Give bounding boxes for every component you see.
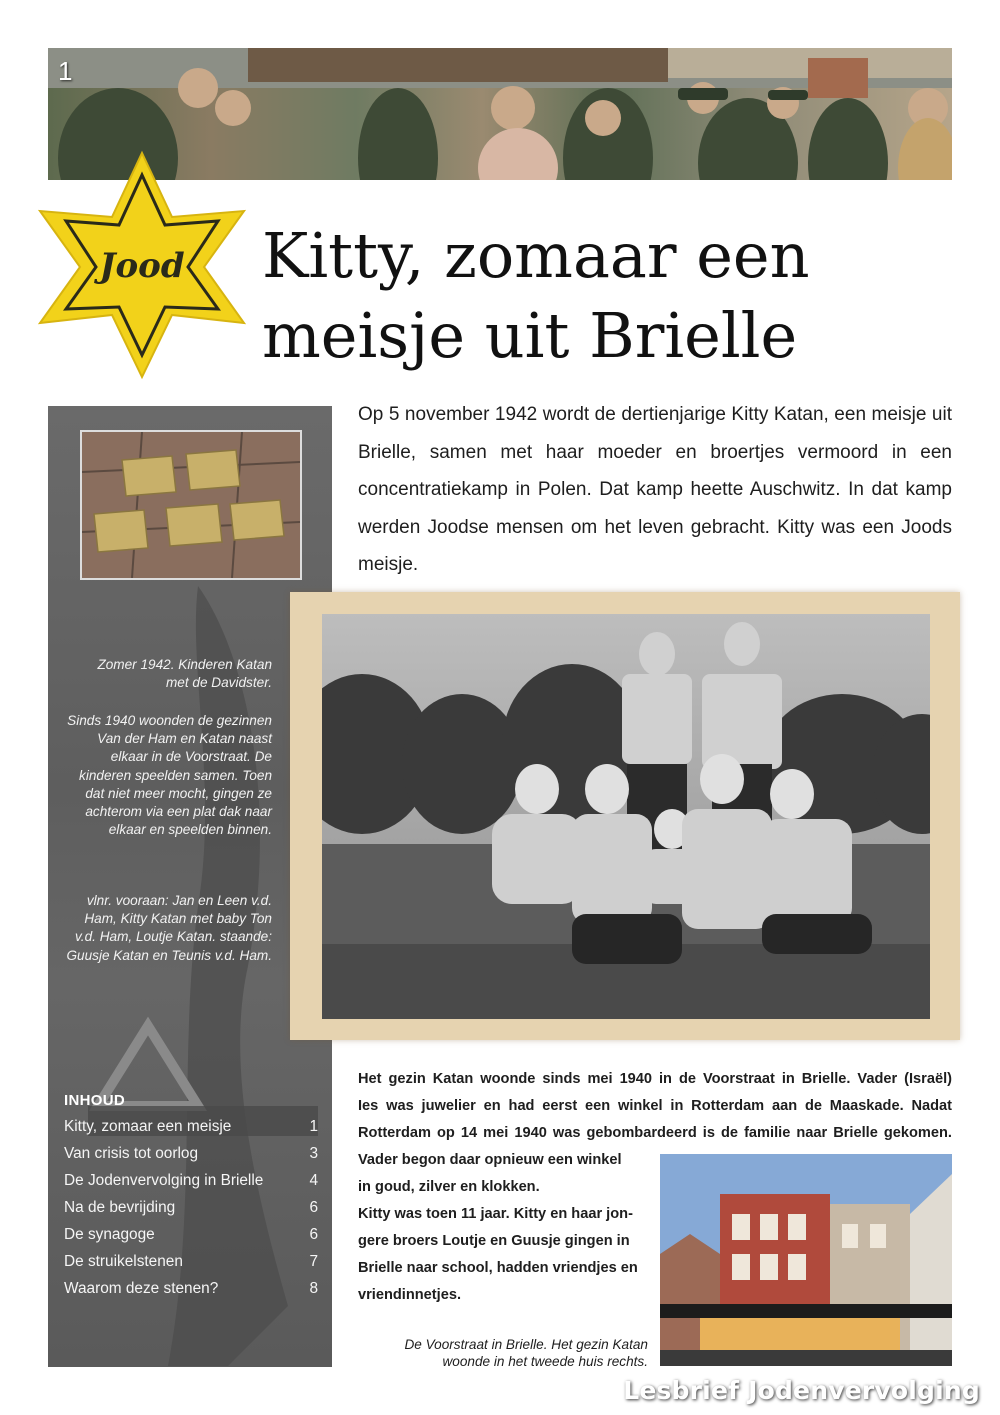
page-title [262, 216, 962, 376]
history-caption: Sinds 1940 woonden de gezinnen Van der Ham en Katan naast elkaar in de Voorstraat. De kinderen speelden samen. Toen dat niet meer mocht, gingen ze achterom via een plat dak naar elkaar en speelden binnen. [67, 713, 272, 838]
body-line: Brielle naar school, hadden vriendjes en [358, 1260, 638, 1276]
banner-title: Lesbrief Jodenvervolging [623, 1376, 980, 1405]
body-line: in goud, zilver en klokken. [358, 1179, 540, 1195]
toc-item-label: De Jodenvervolging in Brielle [64, 1171, 264, 1189]
toc-item-label: Na de bevrijding [64, 1198, 176, 1216]
toc-item[interactable] [64, 1113, 318, 1140]
title-line-1: Kitty, zomaar een [262, 219, 810, 292]
body-line: Het gezin Katan woonde sinds mei 1940 in de Voorstraat in Brielle. Vader (Israël) [358, 1071, 952, 1087]
table-of-contents [64, 1092, 318, 1302]
toc-item-label: De struikelstenen [64, 1252, 183, 1270]
title-line-2: meisje uit Brielle [262, 299, 798, 372]
toc-item[interactable] [64, 1248, 318, 1275]
street-photo-caption: De Voorstraat in Brielle. Het gezin Katan woonde in het tweede huis rechts. [404, 1337, 648, 1369]
yellow-star-icon [22, 145, 262, 385]
toc-item-page: 3 [309, 1144, 318, 1162]
stumbling-stones-photo [80, 430, 302, 580]
toc-item-label: Kitty, zomaar een meisje [64, 1117, 232, 1135]
body-line: gere broers Loutje en Guusje gingen in [358, 1233, 630, 1249]
people-caption: vlnr. vooraan: Jan en Leen v.d. Ham, Kitty Katan met baby Ton v.d. Ham, Loutje Katan. staande: Guusje Katan en Teunis v.d. Ham. [66, 893, 272, 963]
toc-item-page: 4 [309, 1171, 318, 1189]
toc-item-label: Waarom deze stenen? [64, 1279, 219, 1297]
toc-item-page: 8 [309, 1279, 318, 1297]
toc-heading: INHOUD [64, 1092, 125, 1109]
toc-item-page: 6 [309, 1225, 318, 1243]
photo-caption: Zomer 1942. Kinderen Katan met de Davidster. [97, 657, 272, 691]
body-line: Vader begon daar opnieuw een winkel [358, 1152, 622, 1168]
voorstraat-photo [660, 1154, 952, 1366]
toc-item[interactable] [64, 1275, 318, 1302]
toc-item-page: 6 [309, 1198, 318, 1216]
star-label: Jood [99, 246, 185, 286]
toc-item[interactable] [64, 1167, 318, 1194]
intro-paragraph: Op 5 november 1942 wordt de dertienjarige Kitty Katan, een meisje uit Brielle, samen met haar moeder en broertjes vermoord in een concentratiekamp in Polen. Dat kamp heette Auschwitz. In dat kamp werden Joodse mensen om het leven gebracht. Kitty was een Joods meisje. [358, 404, 952, 575]
body-line: Rotterdam op 14 mei 1940 was gebombardeerd is de familie naar Brielle gekomen. [358, 1125, 952, 1141]
toc-item-page: 1 [309, 1117, 318, 1135]
page-number: 1 [58, 56, 73, 86]
toc-item-label: Van crisis tot oorlog [64, 1144, 199, 1162]
body-line: Kitty was toen 11 jaar. Kitty en haar jon- [358, 1206, 633, 1222]
body-line: vriendinnetjes. [358, 1287, 461, 1303]
family-photo [322, 614, 930, 1019]
toc-item-page: 7 [309, 1252, 318, 1270]
toc-item[interactable] [64, 1221, 318, 1248]
toc-item[interactable] [64, 1140, 318, 1167]
body-line: Ies was juwelier en had eerst een winkel in Rotterdam aan de Maaskade. Nadat [358, 1098, 952, 1114]
toc-item[interactable] [64, 1194, 318, 1221]
toc-item-label: De synagoge [64, 1225, 155, 1243]
